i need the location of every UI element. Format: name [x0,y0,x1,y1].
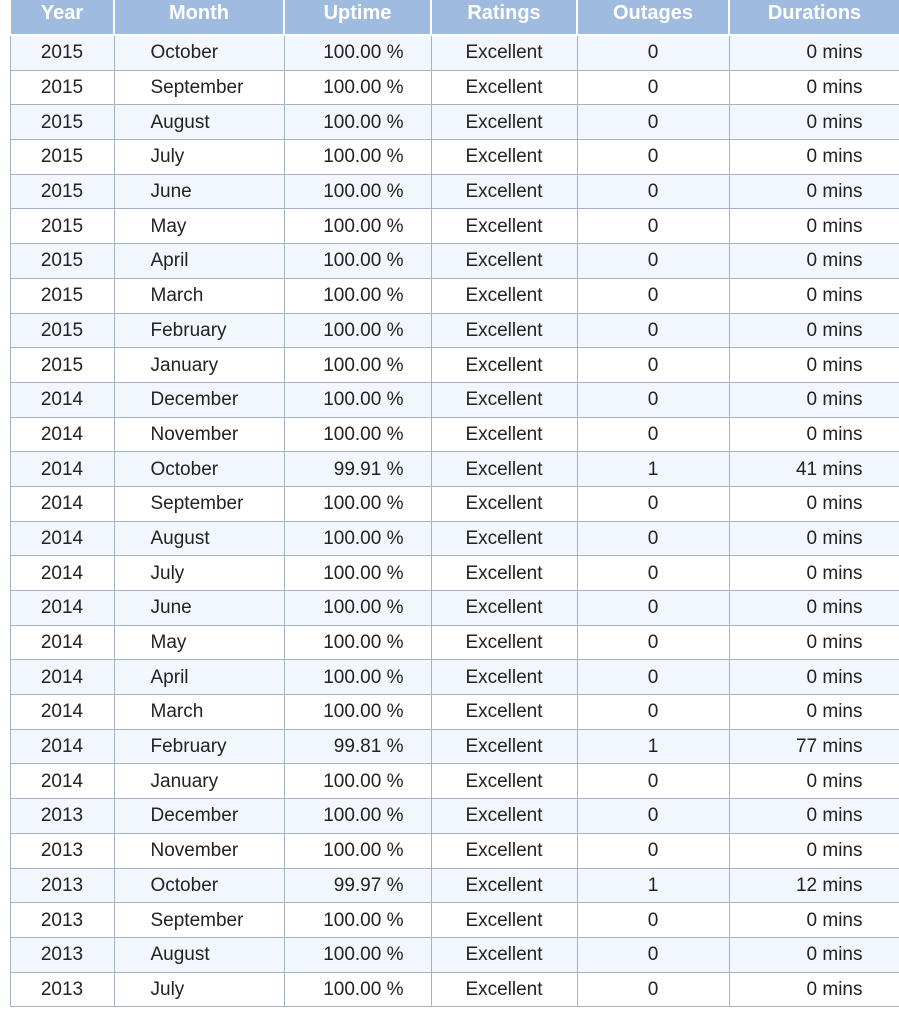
cell-outages: 0 [577,105,729,140]
cell-year: 2014 [10,556,114,591]
table-row [10,452,899,487]
cell-outages: 0 [577,972,729,1007]
cell-outages: 0 [577,278,729,313]
cell-rating: Excellent [431,417,577,452]
cell-duration: 0 mins [729,660,899,695]
cell-month: October [114,868,284,903]
table-row [10,209,899,244]
column-header-ratings: Ratings [431,0,577,35]
cell-duration: 0 mins [729,591,899,626]
column-header-year: Year [10,0,114,35]
cell-month: October [114,452,284,487]
cell-rating: Excellent [431,348,577,383]
cell-duration: 0 mins [729,313,899,348]
cell-month: August [114,521,284,556]
table-row [10,486,899,521]
table-row [10,174,899,209]
cell-duration: 0 mins [729,556,899,591]
cell-duration: 41 mins [729,452,899,487]
table-row [10,382,899,417]
cell-year: 2013 [10,937,114,972]
cell-duration: 77 mins [729,729,899,764]
cell-uptime: 100.00 % [284,278,431,313]
table-row [10,556,899,591]
table-row [10,833,899,868]
column-header-outages: Outages [577,0,729,35]
cell-outages: 0 [577,833,729,868]
cell-year: 2014 [10,625,114,660]
table-row [10,105,899,140]
cell-duration: 0 mins [729,833,899,868]
cell-uptime: 100.00 % [284,799,431,834]
cell-uptime: 100.00 % [284,209,431,244]
cell-duration: 0 mins [729,486,899,521]
cell-year: 2015 [10,174,114,209]
cell-month: June [114,174,284,209]
cell-uptime: 100.00 % [284,417,431,452]
table-row [10,278,899,313]
cell-rating: Excellent [431,764,577,799]
cell-duration: 0 mins [729,972,899,1007]
cell-outages: 0 [577,70,729,105]
cell-month: September [114,903,284,938]
header-row [10,0,899,35]
table-row [10,591,899,626]
table-row [10,660,899,695]
cell-rating: Excellent [431,452,577,487]
table-row [10,313,899,348]
cell-year: 2015 [10,244,114,279]
cell-rating: Excellent [431,105,577,140]
cell-duration: 0 mins [729,35,899,70]
cell-outages: 0 [577,695,729,730]
cell-rating: Excellent [431,660,577,695]
cell-uptime: 100.00 % [284,348,431,383]
table-row [10,348,899,383]
cell-month: January [114,348,284,383]
cell-uptime: 100.00 % [284,660,431,695]
table-row [10,521,899,556]
table-row [10,417,899,452]
cell-month: April [114,244,284,279]
cell-year: 2013 [10,972,114,1007]
table-row [10,868,899,903]
cell-duration: 0 mins [729,140,899,175]
cell-duration: 0 mins [729,348,899,383]
cell-month: December [114,799,284,834]
table-row [10,244,899,279]
cell-year: 2015 [10,140,114,175]
cell-uptime: 100.00 % [284,105,431,140]
cell-month: August [114,937,284,972]
cell-duration: 0 mins [729,70,899,105]
cell-uptime: 99.97 % [284,868,431,903]
cell-rating: Excellent [431,278,577,313]
cell-rating: Excellent [431,799,577,834]
cell-uptime: 100.00 % [284,903,431,938]
cell-rating: Excellent [431,695,577,730]
table-row [10,937,899,972]
table-row [10,625,899,660]
cell-month: September [114,486,284,521]
cell-month: May [114,625,284,660]
cell-year: 2014 [10,695,114,730]
cell-duration: 0 mins [729,209,899,244]
cell-outages: 1 [577,452,729,487]
cell-uptime: 100.00 % [284,972,431,1007]
cell-month: April [114,660,284,695]
cell-year: 2015 [10,35,114,70]
cell-year: 2015 [10,313,114,348]
cell-outages: 1 [577,729,729,764]
cell-rating: Excellent [431,140,577,175]
table-row [10,972,899,1007]
cell-uptime: 100.00 % [284,35,431,70]
table-row [10,35,899,70]
cell-outages: 0 [577,486,729,521]
cell-month: September [114,70,284,105]
cell-duration: 0 mins [729,625,899,660]
cell-year: 2013 [10,903,114,938]
cell-rating: Excellent [431,382,577,417]
cell-month: July [114,140,284,175]
cell-uptime: 100.00 % [284,695,431,730]
cell-outages: 0 [577,35,729,70]
cell-year: 2013 [10,799,114,834]
cell-uptime: 100.00 % [284,833,431,868]
cell-uptime: 100.00 % [284,486,431,521]
cell-uptime: 100.00 % [284,625,431,660]
cell-uptime: 100.00 % [284,556,431,591]
cell-uptime: 100.00 % [284,140,431,175]
cell-year: 2014 [10,521,114,556]
cell-year: 2014 [10,417,114,452]
cell-outages: 0 [577,521,729,556]
cell-duration: 0 mins [729,244,899,279]
cell-outages: 0 [577,348,729,383]
cell-outages: 0 [577,313,729,348]
column-header-month: Month [114,0,284,35]
cell-duration: 0 mins [729,417,899,452]
cell-uptime: 100.00 % [284,174,431,209]
cell-duration: 0 mins [729,764,899,799]
cell-month: January [114,764,284,799]
cell-month: July [114,556,284,591]
cell-outages: 0 [577,556,729,591]
cell-month: October [114,35,284,70]
table-row [10,764,899,799]
cell-uptime: 100.00 % [284,244,431,279]
cell-rating: Excellent [431,903,577,938]
cell-year: 2015 [10,105,114,140]
column-header-uptime: Uptime [284,0,431,35]
cell-duration: 0 mins [729,278,899,313]
cell-duration: 0 mins [729,937,899,972]
cell-uptime: 100.00 % [284,313,431,348]
cell-outages: 0 [577,140,729,175]
table-row [10,729,899,764]
cell-year: 2014 [10,591,114,626]
cell-uptime: 100.00 % [284,70,431,105]
table-row [10,140,899,175]
cell-year: 2013 [10,833,114,868]
cell-rating: Excellent [431,729,577,764]
cell-outages: 0 [577,209,729,244]
cell-rating: Excellent [431,521,577,556]
cell-duration: 0 mins [729,695,899,730]
cell-year: 2015 [10,70,114,105]
cell-month: December [114,382,284,417]
cell-year: 2014 [10,729,114,764]
cell-rating: Excellent [431,556,577,591]
cell-rating: Excellent [431,70,577,105]
uptime-table [9,0,899,1007]
cell-outages: 0 [577,174,729,209]
cell-outages: 0 [577,660,729,695]
cell-year: 2014 [10,486,114,521]
table-row [10,70,899,105]
cell-rating: Excellent [431,972,577,1007]
cell-rating: Excellent [431,35,577,70]
cell-outages: 0 [577,937,729,972]
cell-outages: 0 [577,764,729,799]
cell-year: 2015 [10,348,114,383]
cell-duration: 0 mins [729,521,899,556]
cell-outages: 0 [577,903,729,938]
cell-uptime: 100.00 % [284,382,431,417]
cell-year: 2014 [10,660,114,695]
cell-outages: 0 [577,799,729,834]
cell-month: July [114,972,284,1007]
cell-month: November [114,833,284,868]
cell-outages: 0 [577,417,729,452]
cell-month: June [114,591,284,626]
cell-year: 2015 [10,209,114,244]
cell-rating: Excellent [431,937,577,972]
cell-year: 2014 [10,452,114,487]
cell-month: November [114,417,284,452]
cell-year: 2015 [10,278,114,313]
cell-outages: 0 [577,244,729,279]
cell-rating: Excellent [431,313,577,348]
cell-year: 2014 [10,382,114,417]
cell-outages: 0 [577,625,729,660]
cell-outages: 0 [577,591,729,626]
cell-rating: Excellent [431,833,577,868]
cell-month: May [114,209,284,244]
table-row [10,799,899,834]
cell-rating: Excellent [431,486,577,521]
cell-month: August [114,105,284,140]
cell-outages: 0 [577,382,729,417]
cell-uptime: 100.00 % [284,764,431,799]
column-header-durations: Durations [729,0,899,35]
cell-month: February [114,729,284,764]
cell-rating: Excellent [431,625,577,660]
table-row [10,903,899,938]
cell-uptime: 100.00 % [284,937,431,972]
cell-uptime: 100.00 % [284,521,431,556]
table-header [10,0,899,35]
cell-duration: 12 mins [729,868,899,903]
cell-rating: Excellent [431,591,577,626]
cell-outages: 1 [577,868,729,903]
cell-year: 2014 [10,764,114,799]
cell-rating: Excellent [431,868,577,903]
table-body [10,35,899,1007]
cell-year: 2013 [10,868,114,903]
cell-duration: 0 mins [729,903,899,938]
cell-rating: Excellent [431,174,577,209]
cell-duration: 0 mins [729,799,899,834]
cell-uptime: 99.81 % [284,729,431,764]
cell-duration: 0 mins [729,105,899,140]
table-row [10,695,899,730]
cell-month: February [114,313,284,348]
cell-uptime: 100.00 % [284,591,431,626]
cell-rating: Excellent [431,244,577,279]
cell-month: March [114,695,284,730]
cell-uptime: 99.91 % [284,452,431,487]
cell-month: March [114,278,284,313]
cell-duration: 0 mins [729,382,899,417]
cell-duration: 0 mins [729,174,899,209]
cell-rating: Excellent [431,209,577,244]
